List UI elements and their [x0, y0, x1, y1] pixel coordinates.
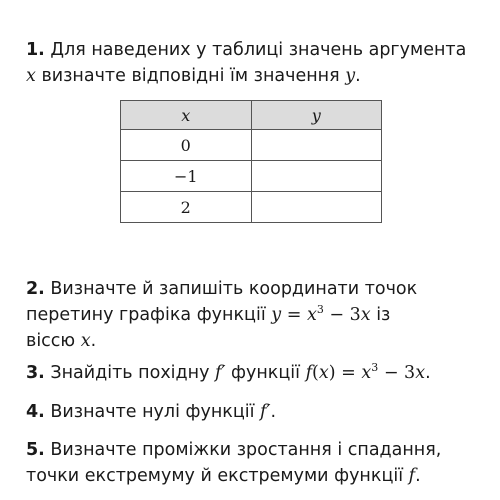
task-3-fprime: f′	[215, 363, 226, 383]
task-5-text-line2: точки екстремуму й екстремуми функції	[26, 466, 409, 486]
task-1-var-x: x	[26, 66, 36, 86]
task-2-formula	[271, 305, 370, 325]
cell-y[interactable]	[251, 130, 381, 161]
task-4-fprime: f′	[260, 402, 271, 422]
task-2-var-x: x	[80, 331, 91, 351]
task-1-number: 1.	[26, 40, 45, 60]
task-3-formula	[306, 363, 426, 383]
task-2-text-line3: віссю	[26, 331, 81, 351]
cell-x: 0	[121, 130, 252, 161]
formula-x: x	[306, 305, 317, 325]
cell-y[interactable]	[251, 192, 381, 223]
cell-x: −1	[121, 161, 252, 192]
task-2-text-line1: Визначте й запишіть координати точок	[44, 279, 418, 299]
task-5-f: f	[408, 466, 416, 486]
table-row	[121, 192, 382, 223]
task-4-text: Визначте нулі функції	[44, 402, 261, 422]
formula-lhs: y	[271, 305, 282, 325]
table-header-row	[121, 101, 382, 130]
table-row	[121, 130, 382, 161]
task-1-var-y: y	[345, 66, 356, 86]
task-5	[26, 437, 486, 489]
formula-eq: =	[281, 305, 307, 325]
header-y: y	[251, 101, 381, 130]
task-3-dot: .	[425, 363, 431, 383]
task-3-text1: Знайдіть похідну	[44, 363, 216, 383]
formula-eq: =	[335, 363, 362, 383]
task-4	[26, 399, 486, 425]
task-1-text-line2: визначте відповідні їм значення	[35, 66, 346, 86]
formula-x: x	[361, 363, 372, 383]
formula-rest: − 3	[323, 305, 361, 325]
task-2	[26, 276, 486, 354]
task-2-number: 2.	[26, 279, 45, 299]
formula-x2: x	[415, 363, 426, 383]
task-2-dot: .	[90, 331, 97, 351]
task-1-dot: .	[355, 66, 361, 86]
formula-arg: x	[318, 363, 329, 383]
formula-paren-open: (	[312, 363, 319, 383]
task-5-text-line1: Визначте проміжки зростання і спадання,	[44, 440, 442, 460]
table-row	[121, 161, 382, 192]
formula-rest: − 3	[378, 363, 416, 383]
task-5-dot: .	[415, 466, 421, 486]
formula-f: f	[305, 363, 313, 383]
task-3-text2: функції	[225, 363, 306, 383]
formula-x2: x	[360, 305, 371, 325]
task-1	[26, 37, 486, 89]
task-3-number: 3.	[26, 363, 45, 383]
header-x: x	[121, 101, 252, 130]
task-4-number: 4.	[26, 402, 45, 422]
task-2-text-line2-end: із	[370, 305, 391, 325]
task-5-number: 5.	[26, 440, 45, 460]
task-4-dot: .	[270, 402, 277, 422]
formula-paren-close: )	[328, 363, 336, 383]
values-table	[120, 100, 382, 223]
formula-exp: 3	[316, 303, 324, 317]
cell-y[interactable]	[251, 161, 381, 192]
formula-exp: 3	[371, 361, 379, 375]
cell-x: 2	[121, 192, 252, 223]
task-3	[26, 360, 486, 386]
task-2-text-line2: перетину графіка функції	[26, 305, 272, 325]
task-1-text-line1: Для наведених у таблиці значень аргумента	[44, 40, 467, 60]
